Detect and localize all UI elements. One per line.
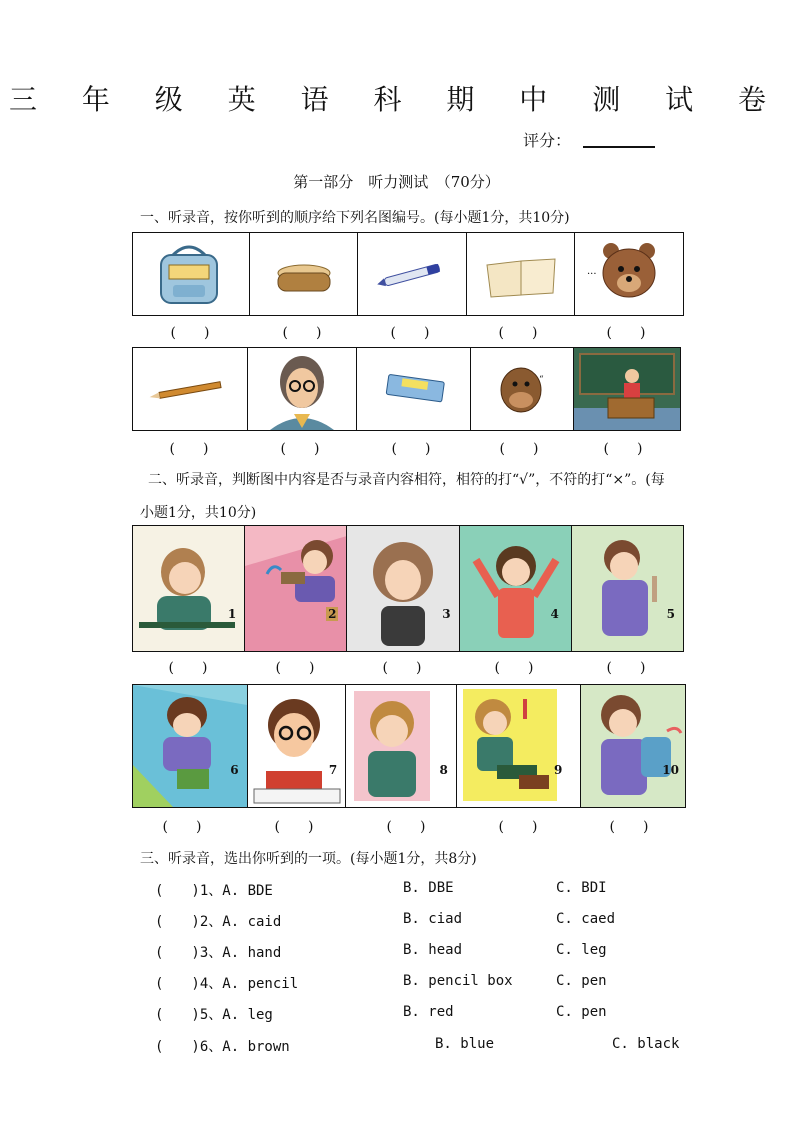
question-3-option-c[interactable]: C. leg [556, 942, 607, 958]
photo-row-2 [132, 684, 686, 808]
question-4-option-b[interactable]: B. pencil box [403, 973, 513, 989]
answer-blank[interactable]: ( ) [606, 660, 646, 676]
schoolbag-icon [133, 233, 249, 315]
section-3-heading: 三、听录音，选出你听到的一项。(每小题1分，共8分) [140, 851, 477, 867]
svg-text:“: “ [539, 375, 544, 385]
photo-1 [133, 526, 245, 651]
question-4-option-a[interactable]: ( )4、A. pencil [155, 976, 299, 992]
answer-blank[interactable]: ( ) [386, 819, 426, 835]
picture-bear [575, 233, 683, 315]
question-1-option-a[interactable]: ( )1、A. BDE [155, 883, 273, 899]
photo-8 [346, 685, 457, 807]
question-5-option-c[interactable]: C. pen [556, 1004, 607, 1020]
answer-blank[interactable]: ( ) [168, 660, 208, 676]
question-5-option-a[interactable]: ( )5、A. leg [155, 1007, 273, 1023]
photo-7 [248, 685, 347, 807]
score-label: 评分： [523, 131, 572, 150]
girl-sitting-icon [457, 685, 581, 807]
answer-blank[interactable]: ( ) [609, 819, 649, 835]
bird-icon [471, 348, 573, 430]
pencil-box-icon [250, 233, 358, 315]
photo-2 [245, 526, 347, 651]
answer-row-2 [132, 438, 679, 458]
photo-number: 6 [230, 763, 239, 777]
answer-blank[interactable]: ( ) [274, 819, 314, 835]
photo-10 [581, 685, 685, 807]
answer-blank[interactable]: ( ) [169, 441, 209, 457]
section-1-heading: 一、听录音，按你听到的顺序给下列名图编号。(每小题1分，共10分) [140, 210, 570, 226]
boy-schoolbag-icon [581, 685, 685, 807]
question-3-option-a[interactable]: ( )3、A. hand [155, 945, 282, 961]
picture-pen [358, 233, 467, 315]
answer-blank[interactable]: ( ) [275, 660, 315, 676]
answer-blank[interactable]: ( ) [499, 441, 539, 457]
svg-text:···: ··· [587, 269, 597, 280]
answer-blank[interactable]: ( ) [494, 660, 534, 676]
answer-row-4 [126, 816, 684, 836]
photo-3 [347, 526, 459, 651]
pen-icon [358, 233, 466, 315]
bear-icon [575, 233, 683, 315]
girl-icon [346, 685, 456, 807]
classroom-icon [574, 348, 680, 430]
photo-9 [457, 685, 582, 807]
photo-number: 10 [662, 763, 679, 777]
picture-schoolbag [133, 233, 250, 315]
question-2-option-c[interactable]: C. caed [556, 911, 616, 927]
question-3-option-b[interactable]: B. head [403, 942, 463, 958]
answer-blank[interactable]: ( ) [280, 441, 320, 457]
answer-blank[interactable]: ( ) [391, 441, 431, 457]
photo-4 [460, 526, 572, 651]
answer-blank[interactable]: ( ) [498, 325, 538, 341]
picture-bird [471, 348, 574, 430]
question-6-option-a[interactable]: ( )6、A. brown [155, 1039, 290, 1055]
answer-blank[interactable]: ( ) [382, 660, 422, 676]
answer-blank[interactable]: ( ) [282, 325, 322, 341]
answer-blank[interactable]: ( ) [606, 325, 646, 341]
answer-blank[interactable]: ( ) [162, 819, 202, 835]
question-2-option-a[interactable]: ( )2、A. caid [155, 914, 282, 930]
answer-blank[interactable]: ( ) [390, 325, 430, 341]
question-6-option-c[interactable]: C. black [612, 1036, 680, 1052]
boy-glasses-icon [248, 685, 346, 807]
picture-classroom [574, 348, 680, 430]
picture-pencil-box [250, 233, 359, 315]
boy-icon [572, 526, 683, 651]
question-6-option-b[interactable]: B. blue [435, 1036, 495, 1052]
section-2-heading: 二、听录音，判断图中内容是否与录音内容相符，相符的打“√”，不符的打“×”。(每 [148, 472, 665, 488]
photo-number: 1 [227, 607, 237, 621]
picture-teacher [248, 348, 357, 430]
answer-row-1 [132, 322, 682, 342]
girl-arms-up-icon [460, 526, 572, 651]
answer-blank[interactable]: ( ) [603, 441, 643, 457]
answer-row-3 [132, 657, 682, 677]
part-heading: 第一部分 听力测试 （70分） [293, 173, 500, 191]
question-5-option-b[interactable]: B. red [403, 1004, 454, 1020]
picture-book [467, 233, 576, 315]
boy-icon [245, 526, 347, 651]
picture-eraser [357, 348, 472, 430]
photo-6 [133, 685, 248, 807]
girl-icon [347, 526, 459, 651]
picture-pencil [133, 348, 248, 430]
picture-row-2 [132, 347, 681, 431]
teacher-icon [248, 348, 356, 430]
photo-number: 8 [439, 763, 448, 777]
question-4-option-c[interactable]: C. pen [556, 973, 607, 989]
photo-5 [572, 526, 683, 651]
photo-number: 7 [328, 763, 338, 777]
photo-number: 4 [550, 607, 559, 621]
answer-blank[interactable]: ( ) [170, 325, 210, 341]
picture-row-1 [132, 232, 684, 316]
score-blank [583, 146, 655, 148]
book-icon [467, 233, 575, 315]
photo-number: 9 [554, 763, 563, 777]
answer-blank[interactable]: ( ) [498, 819, 538, 835]
section-2-heading-cont: 小题1分，共10分) [140, 505, 257, 521]
photo-number: 2 [328, 607, 337, 621]
question-2-option-b[interactable]: B. ciad [403, 911, 463, 927]
girl-icon [133, 526, 245, 651]
question-1-option-c[interactable]: C. BDI [556, 880, 607, 896]
page-title: 三 年 级 英 语 科 期 中 测 试 卷 [8, 83, 784, 116]
pencil-icon [133, 348, 247, 430]
photo-number: 3 [442, 607, 451, 621]
boy-book-icon [133, 685, 247, 807]
photo-number: 5 [666, 607, 676, 621]
question-1-option-b[interactable]: B. DBE [403, 880, 454, 896]
eraser-icon [357, 348, 471, 430]
photo-row-1 [132, 525, 684, 652]
